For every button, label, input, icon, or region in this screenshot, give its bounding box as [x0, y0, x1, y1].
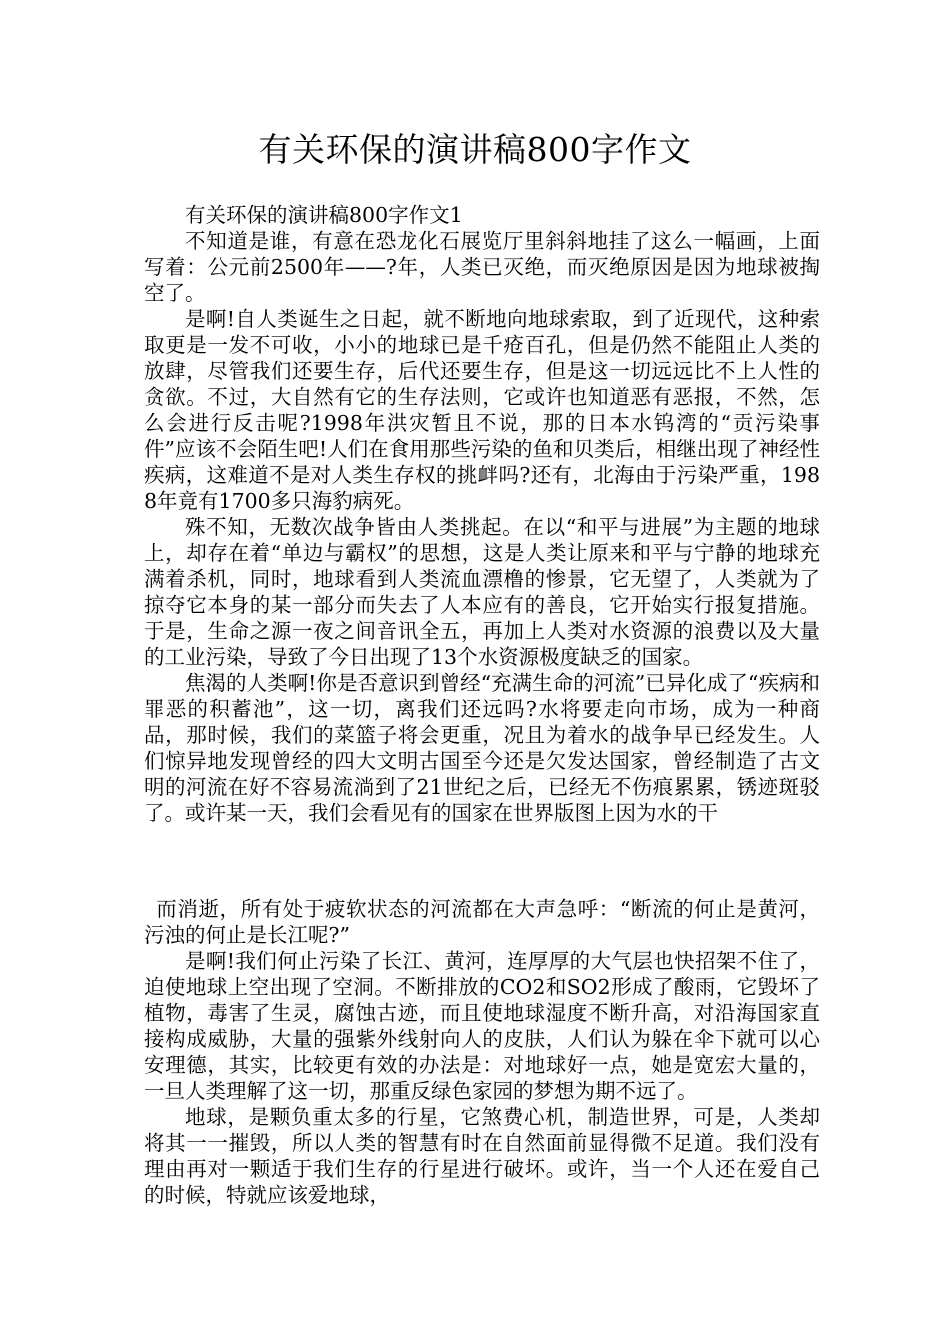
- paragraph-4-continuation: 而消逝，所有处于疲软状态的河流都在大声急呼：“断流的何止是黄河，污浊的何止是长江呢?”: [144, 897, 820, 947]
- article-body-top: [144, 202, 820, 826]
- article-subtitle: 有关环保的演讲稿800字作文1: [185, 203, 463, 227]
- paragraph-4: 焦渴的人类啊!你是否意识到曾经“充满生命的河流”已异化成了“疾病和罪恶的积蓄池”，这一切，离我们还远吗?水将要走向市场，成为一种商品，那时候，我们的菜篮子将会更重，况且为着水的战争早已经发生。人们惊异地发现曾经的四大文明古国至今还是欠发达国家，曾经制造了古文明的河流在好不容易流淌到了21世纪之后，已经无不伤痕累累，锈迹斑驳了。或许某一天，我们会看见有的国家在世界版图上因为水的干: [144, 671, 820, 825]
- article-body-bottom: [144, 896, 820, 1208]
- document-title: 有关环保的演讲稿800字作文: [258, 130, 692, 169]
- paragraph-2: 是啊!自人类诞生之日起，就不断地向地球索取，到了近现代，这种索取更是一发不可收，小小的地球已是千疮百孔，但是仍然不能阻止人类的放肆，尽管我们还要生存，后代还要生存，但是这一切远远比不上人性的贪欲。不过，大自然有它的生存法则，它或许也知道恶有恶报，不然，怎么会进行反击呢?1998年洪灾暂且不说，那的日本水钨湾的“贡污染事件”应该不会陌生吧!人们在食用那些污染的鱼和贝类后，相继出现了神经性疾病，这难道不是对人类生存权的挑衅吗?还有，北海由于污染严重，1988年竟有1700多只海豹病死。: [144, 307, 820, 513]
- paragraph-6: 地球，是颗负重太多的行星，它煞费心机，制造世界，可是，人类却将其一一摧毁，所以人类的智慧有时在自然面前显得微不足道。我们没有理由再对一颗适于我们生存的行星进行破坏。或许，当一个人还在爱自己的时候，特就应该爱地球，: [144, 1105, 820, 1207]
- paragraph-3: 殊不知，无数次战争皆由人类挑起。在以“和平与进展”为主题的地球上，却存在着“单边与霸权”的思想，这是人类让原来和平与宁静的地球充满着杀机，同时，地球看到人类流血漂橹的惨景，它无望了，人类就为了掠夺它本身的某一部分而失去了人本应有的善良，它开始实行报复措施。于是，生命之源一夜之间音讯全五，再加上人类对水资源的浪费以及大量的工业污染，导致了今日出现了13个水资源极度缺乏的国家。: [144, 515, 820, 669]
- paragraph-5: 是啊!我们何止污染了长江、黄河，连厚厚的大气层也快招架不住了，迫使地球上空出现了空洞。不断排放的CO2和SO2形成了酸雨，它毁坏了植物，毒害了生灵，腐蚀古迹，而且使地球湿度不断升高，对沿海国家直接构成威胁，大量的强紫外线射向人的皮肤，人们认为躲在伞下就可以心安理德，其实，比较更有效的办法是：对地球好一点，她是宽宏大量的，一旦人类理解了这一切，那重反绿色家园的梦想为期不远了。: [144, 949, 820, 1103]
- paragraph-1: 不知道是谁，有意在恐龙化石展览厅里斜斜地挂了这么一幅画，上面写着：公元前2500年——?年，人类已灭绝，而灭绝原因是因为地球被掏空了。: [144, 229, 820, 305]
